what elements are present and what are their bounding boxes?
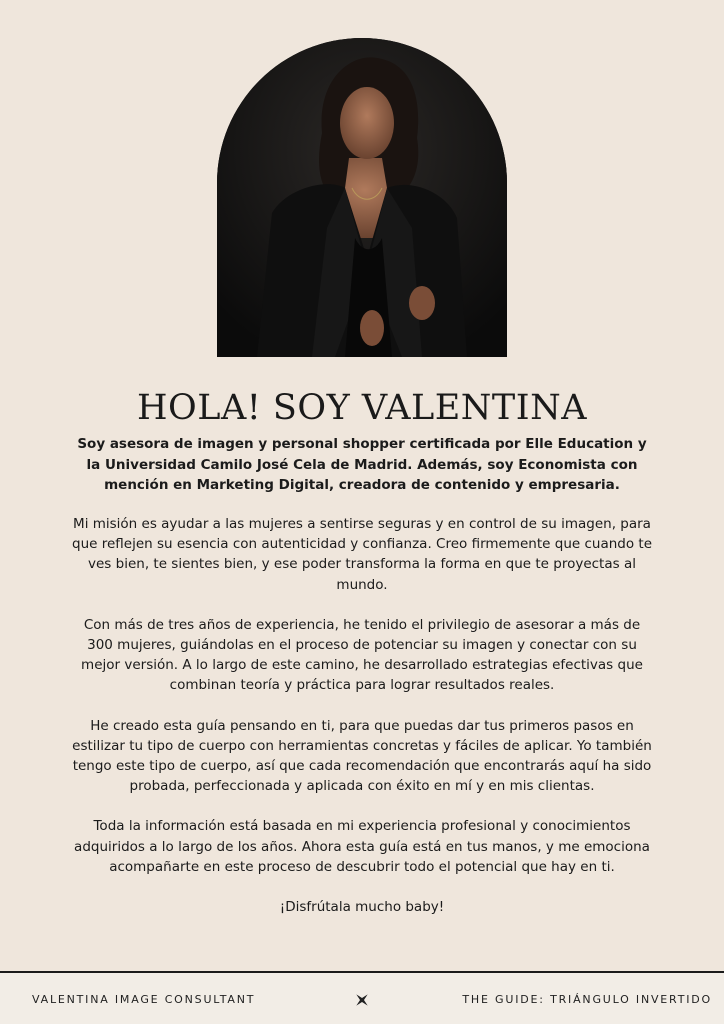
footer (0, 973, 724, 1024)
footer-brand: VALENTINA IMAGE CONSULTANT (32, 993, 256, 1006)
body-text (70, 514, 654, 937)
body-paragraph: Toda la información está basada en mi experiencia profesional y conocimientos adquiridos a lo largo de los años. Ahora esta guía está en tus manos, y me emociona acompañarte en este proceso de descubrir todo el potencial que hay en ti. (74, 818, 650, 875)
body-paragraph: Mi misión es ayudar a las mujeres a sentirse seguras y en control de su imagen, para que reflejen su esencia con autenticidad y confianza. Creo firmemente que cuando te ves bien, te sientes bien, y ese poder transforma la forma en que te proyectas al mundo. (72, 516, 652, 593)
closing-line: ¡Disfrútala mucho baby! (279, 899, 445, 916)
portrait-photo (217, 38, 507, 357)
sparkle-star-icon (354, 992, 370, 1008)
body-paragraph: He creado esta guía pensando en ti, para que puedas dar tus primeros pasos en estilizar tu tipo de cuerpo con herramientas concretas y fáciles de aplicar. Yo también tengo este tipo de cuerpo, así que cada recomendación que encontrarás aquí ha sido probada, perfeccionada y aplicada con éxito en mí y en mis clientas. (72, 717, 652, 795)
body-paragraph: Con más de tres años de experiencia, he tenido el privilegio de asesorar a más de 300 mujeres, guiándolas en el proceso de potenciar su imagen y conectar con su mejor versión. A lo largo de este camino, he desarrollado estrategias efectivas que combinan teoría y práctica para lograr resultados reales. (81, 616, 643, 694)
intro-paragraph: Soy asesora de imagen y personal shopper certificada por Elle Education y la Universidad Camilo José Cela de Madrid. Además, soy Economista con mención en Marketing Digital, creadora de contenido y empresaria. (77, 436, 647, 493)
footer-guide-title: THE GUIDE: TRIÁNGULO INVERTIDO (462, 993, 712, 1006)
page-title: HOLA! SOY VALENTINA (137, 388, 587, 428)
